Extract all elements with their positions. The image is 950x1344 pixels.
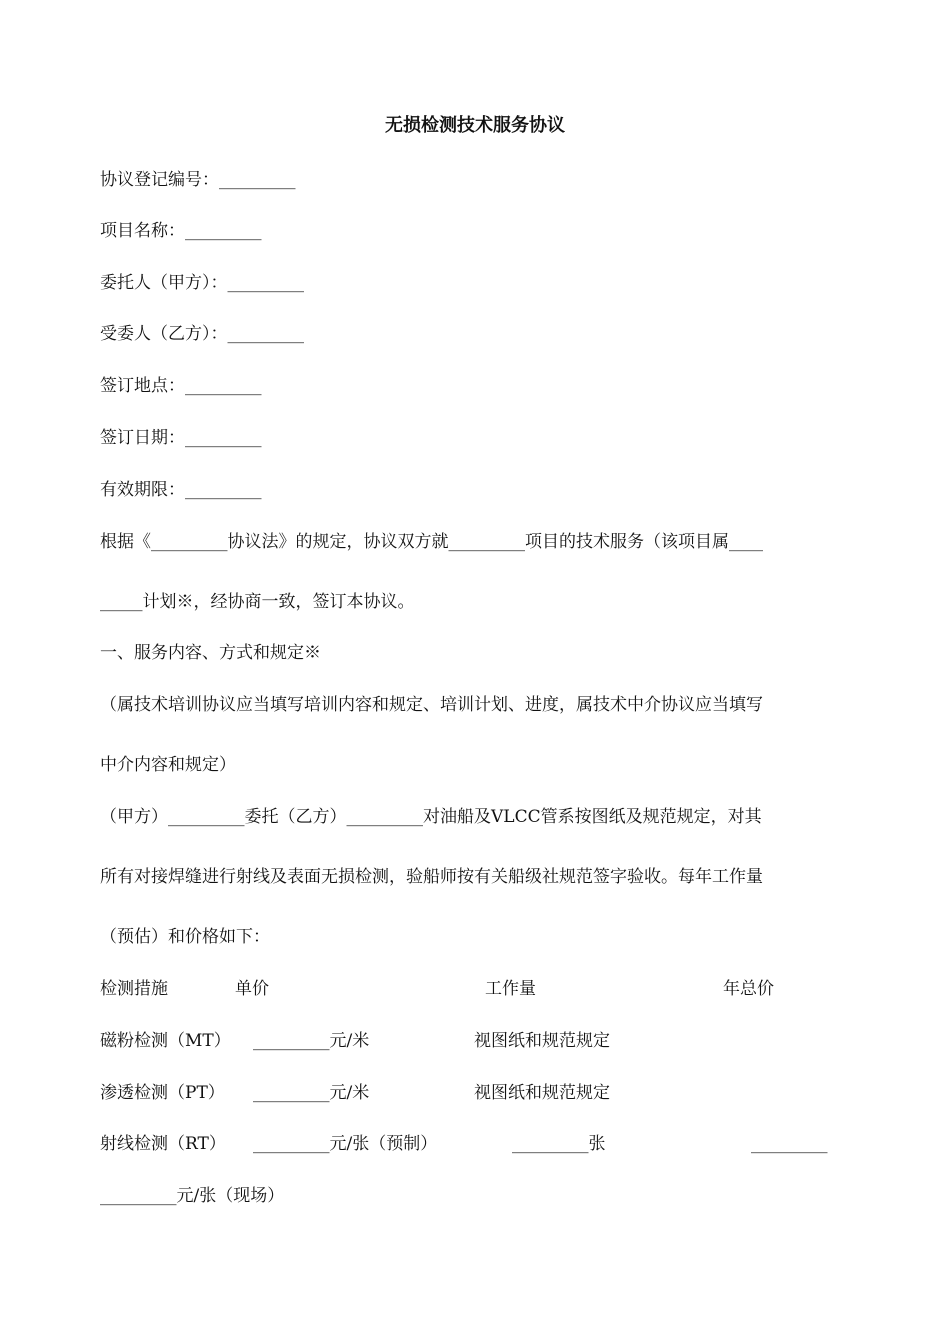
field-validity-period: 有效期限：_________ [100,480,262,500]
table-row-rt-total: _________ [751,1134,828,1154]
section-body-line: 所有对接焊缝进行射线及表面无损检测，验船师按有关船级社规范签字验收。每年工作量 [100,867,763,887]
document-title: 无损检测技术服务协议 [385,115,565,136]
table-row-mt-method: 磁粉检测（MT） [100,1031,231,1051]
table-row-rt-extra-price: _________元/张（现场） [100,1186,285,1206]
section-note-line: （属技术培训协议应当填写培训内容和规定、培训计划、进度，属技术中介协议应当填写 [100,695,763,715]
table-header-price: 单价 [235,979,269,999]
table-header-method: 检测措施 [100,979,168,999]
table-row-mt-price: _________元/米 [253,1031,370,1051]
field-signing-date: 签订日期：_________ [100,428,262,448]
field-registration-number: 协议登记编号：_________ [100,170,296,190]
table-row-pt-workload: 视图纸和规范规定 [474,1083,610,1103]
table-row-rt-workload: _________张 [512,1134,606,1154]
table-row-rt-price: _________元/张（预制） [253,1134,438,1154]
field-contractor-party-b: 受委人（乙方）：_________ [100,324,304,344]
field-project-name: 项目名称：_________ [100,221,262,241]
section-body-line: （甲方）_________委托（乙方）_________对油船及VLCC管系按图纸及规范规定，对其 [100,807,762,827]
table-row-rt-method: 射线检测（RT） [100,1134,226,1154]
intro-paragraph-line: 根据《_________协议法》的规定，协议双方就_________项目的技术服务（该项目属____ [100,532,763,552]
table-row-pt-method: 渗透检测（PT） [100,1083,225,1103]
field-signing-place: 签订地点：_________ [100,376,262,396]
section-body-line: （预估）和价格如下： [100,927,270,947]
section-heading: 一、服务内容、方式和规定※ [100,643,321,663]
section-note-line: 中介内容和规定） [100,755,236,775]
table-header-total: 年总价 [723,979,774,999]
table-row-pt-price: _________元/米 [253,1083,370,1103]
table-header-workload: 工作量 [485,979,536,999]
table-row-mt-workload: 视图纸和规范规定 [474,1031,610,1051]
intro-paragraph-line: _____计划※，经协商一致，签订本协议。 [100,592,415,612]
field-client-party-a: 委托人（甲方）：_________ [100,273,304,293]
